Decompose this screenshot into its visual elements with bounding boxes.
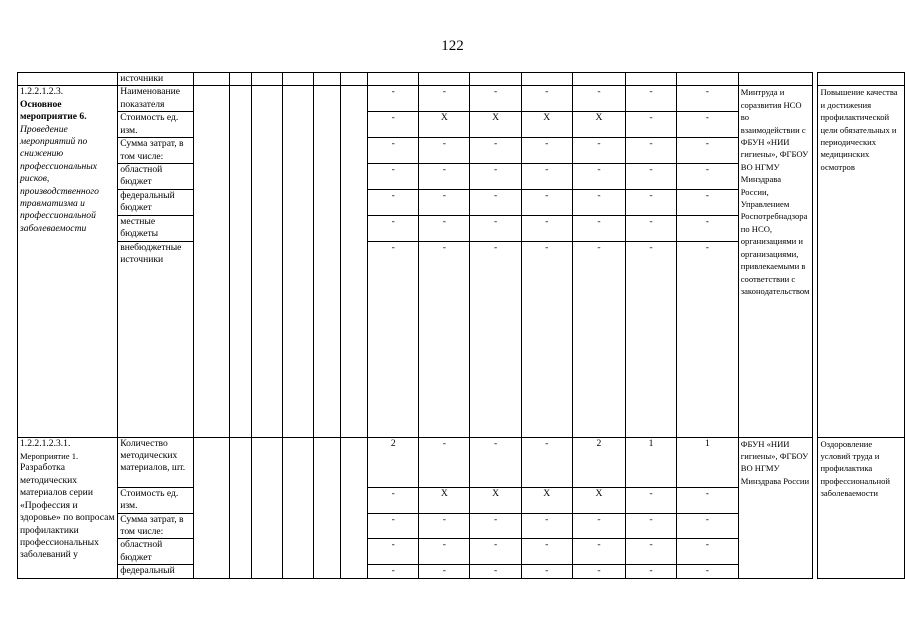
value-cell: - bbox=[677, 565, 739, 578]
value-cell: - bbox=[625, 86, 676, 112]
value-cell: - bbox=[572, 164, 625, 190]
value-cell: - bbox=[368, 487, 419, 513]
value-cell: - bbox=[677, 164, 739, 190]
value-cell: 2 bbox=[572, 437, 625, 487]
value-cell: X bbox=[521, 112, 572, 138]
value-cell: - bbox=[368, 189, 419, 215]
value-cell: - bbox=[368, 164, 419, 190]
value-cell: - bbox=[368, 565, 419, 578]
indicator-label: внебюджетные источники bbox=[118, 241, 194, 437]
indicator-label: Количество методических материалов, шт. bbox=[118, 437, 194, 487]
value-cell: - bbox=[572, 138, 625, 164]
value-cell: - bbox=[470, 437, 521, 487]
indicator-label: областной бюджет bbox=[118, 164, 194, 190]
measure-subtitle: Проведение мероприятий по снижению профессиональных рисков, производственного травматизма и профессиональной заболеваемости bbox=[20, 123, 99, 234]
value-cell: - bbox=[368, 241, 419, 437]
measure-subtitle: Разработка методических материалов серии «Профессия и здоровье» по вопросам профилактики профессиональных заболеваний у bbox=[20, 462, 115, 561]
value-cell: - bbox=[521, 437, 572, 487]
value-cell: - bbox=[419, 539, 470, 565]
result-cell: Повышение качества и достижения профилактической цели обязательных и периодических медицинских осмотров bbox=[818, 86, 905, 437]
value-cell: - bbox=[521, 215, 572, 241]
source-label: источники bbox=[118, 73, 194, 86]
value-cell: - bbox=[419, 86, 470, 112]
value-cell: - bbox=[521, 189, 572, 215]
value-cell: - bbox=[521, 164, 572, 190]
measure-code: 1.2.2.1.2.3.1. bbox=[20, 437, 71, 449]
value-cell: - bbox=[625, 138, 676, 164]
indicator-label: областной бюджет bbox=[118, 539, 194, 565]
value-cell: - bbox=[625, 164, 676, 190]
value-cell: - bbox=[521, 86, 572, 112]
value-cell: - bbox=[470, 189, 521, 215]
value-cell: - bbox=[677, 241, 739, 437]
page-number: 122 bbox=[441, 38, 464, 54]
value-cell: - bbox=[677, 86, 739, 112]
value-cell: - bbox=[368, 112, 419, 138]
value-cell: - bbox=[470, 215, 521, 241]
value-cell: X bbox=[521, 487, 572, 513]
result-cell: Оздоровление условий труда и профилактика профессиональной заболеваемости bbox=[818, 437, 905, 578]
table-row bbox=[18, 86, 905, 112]
indicator-label: федеральный bbox=[118, 565, 194, 578]
value-cell: - bbox=[419, 565, 470, 578]
value-cell: - bbox=[521, 539, 572, 565]
value-cell: - bbox=[572, 189, 625, 215]
table-row bbox=[18, 437, 905, 487]
value-cell: X bbox=[470, 487, 521, 513]
value-cell: - bbox=[625, 241, 676, 437]
value-cell: - bbox=[625, 189, 676, 215]
value-cell: - bbox=[419, 138, 470, 164]
program-table-sheet bbox=[17, 72, 905, 579]
value-cell: - bbox=[572, 539, 625, 565]
value-cell: 1 bbox=[625, 437, 676, 487]
value-cell: - bbox=[368, 138, 419, 164]
indicator-label: федеральный бюджет bbox=[118, 189, 194, 215]
value-cell: - bbox=[368, 86, 419, 112]
value-cell: - bbox=[419, 437, 470, 487]
value-cell: - bbox=[625, 215, 676, 241]
value-cell: - bbox=[368, 215, 419, 241]
measure-code: 1.2.2.1.2.3. bbox=[20, 86, 64, 98]
value-cell: - bbox=[521, 241, 572, 437]
value-cell: - bbox=[677, 539, 739, 565]
value-cell: - bbox=[572, 215, 625, 241]
value-cell: - bbox=[368, 513, 419, 539]
value-cell: - bbox=[470, 164, 521, 190]
value-cell: - bbox=[625, 487, 676, 513]
value-cell: - bbox=[521, 138, 572, 164]
value-cell: - bbox=[419, 189, 470, 215]
value-cell: - bbox=[677, 487, 739, 513]
indicator-label: Сумма затрат, в том числе: bbox=[118, 138, 194, 164]
indicator-label: Стоимость ед. изм. bbox=[118, 487, 194, 513]
value-cell: - bbox=[677, 189, 739, 215]
value-cell: - bbox=[572, 86, 625, 112]
value-cell: X bbox=[419, 112, 470, 138]
value-cell: - bbox=[625, 539, 676, 565]
value-cell: - bbox=[677, 112, 739, 138]
value-cell: - bbox=[572, 565, 625, 578]
value-cell: - bbox=[572, 241, 625, 437]
indicator-label: Сумма затрат, в том числе: bbox=[118, 513, 194, 539]
value-cell: - bbox=[470, 513, 521, 539]
program-table bbox=[17, 72, 905, 579]
table-row bbox=[18, 73, 905, 86]
measure-title: Основное мероприятие 6. bbox=[20, 98, 87, 123]
value-cell: X bbox=[572, 487, 625, 513]
value-cell: - bbox=[470, 241, 521, 437]
value-cell: - bbox=[521, 565, 572, 578]
value-cell: 1 bbox=[677, 437, 739, 487]
value-cell: - bbox=[419, 241, 470, 437]
value-cell: - bbox=[368, 539, 419, 565]
value-cell: - bbox=[625, 565, 676, 578]
value-cell: - bbox=[572, 513, 625, 539]
value-cell: - bbox=[625, 112, 676, 138]
value-cell: - bbox=[419, 513, 470, 539]
indicator-label: Наименование показателя bbox=[118, 86, 194, 112]
value-cell: X bbox=[419, 487, 470, 513]
value-cell: - bbox=[625, 513, 676, 539]
executor-cell: Минтруда и соразвития НСО во взаимодействии с ФБУН «НИИ гигиены», ФГБОУ ВО НГМУ Минздрава России, Управлением Роспотребнадзора по НСО, организациями и организациями, привлекаемыми в соответствии с законодательством bbox=[738, 86, 812, 437]
value-cell: - bbox=[419, 215, 470, 241]
value-cell: - bbox=[470, 539, 521, 565]
measure-description-cell bbox=[18, 86, 118, 437]
value-cell: - bbox=[419, 164, 470, 190]
measure-description-cell bbox=[18, 437, 118, 578]
indicator-label: местные бюджеты bbox=[118, 215, 194, 241]
value-cell: - bbox=[677, 215, 739, 241]
value-cell: - bbox=[470, 565, 521, 578]
value-cell: X bbox=[572, 112, 625, 138]
value-cell: - bbox=[470, 86, 521, 112]
value-cell: X bbox=[470, 112, 521, 138]
value-cell: - bbox=[470, 138, 521, 164]
value-cell: 2 bbox=[368, 437, 419, 487]
value-cell: - bbox=[521, 513, 572, 539]
value-cell: - bbox=[677, 513, 739, 539]
executor-cell: ФБУН «НИИ гигиены», ФГБОУ ВО НГМУ Минздрава России bbox=[738, 437, 812, 578]
indicator-label: Стоимость ед. изм. bbox=[118, 112, 194, 138]
measure-number: Мероприятие 1. bbox=[20, 451, 79, 462]
value-cell: - bbox=[677, 138, 739, 164]
